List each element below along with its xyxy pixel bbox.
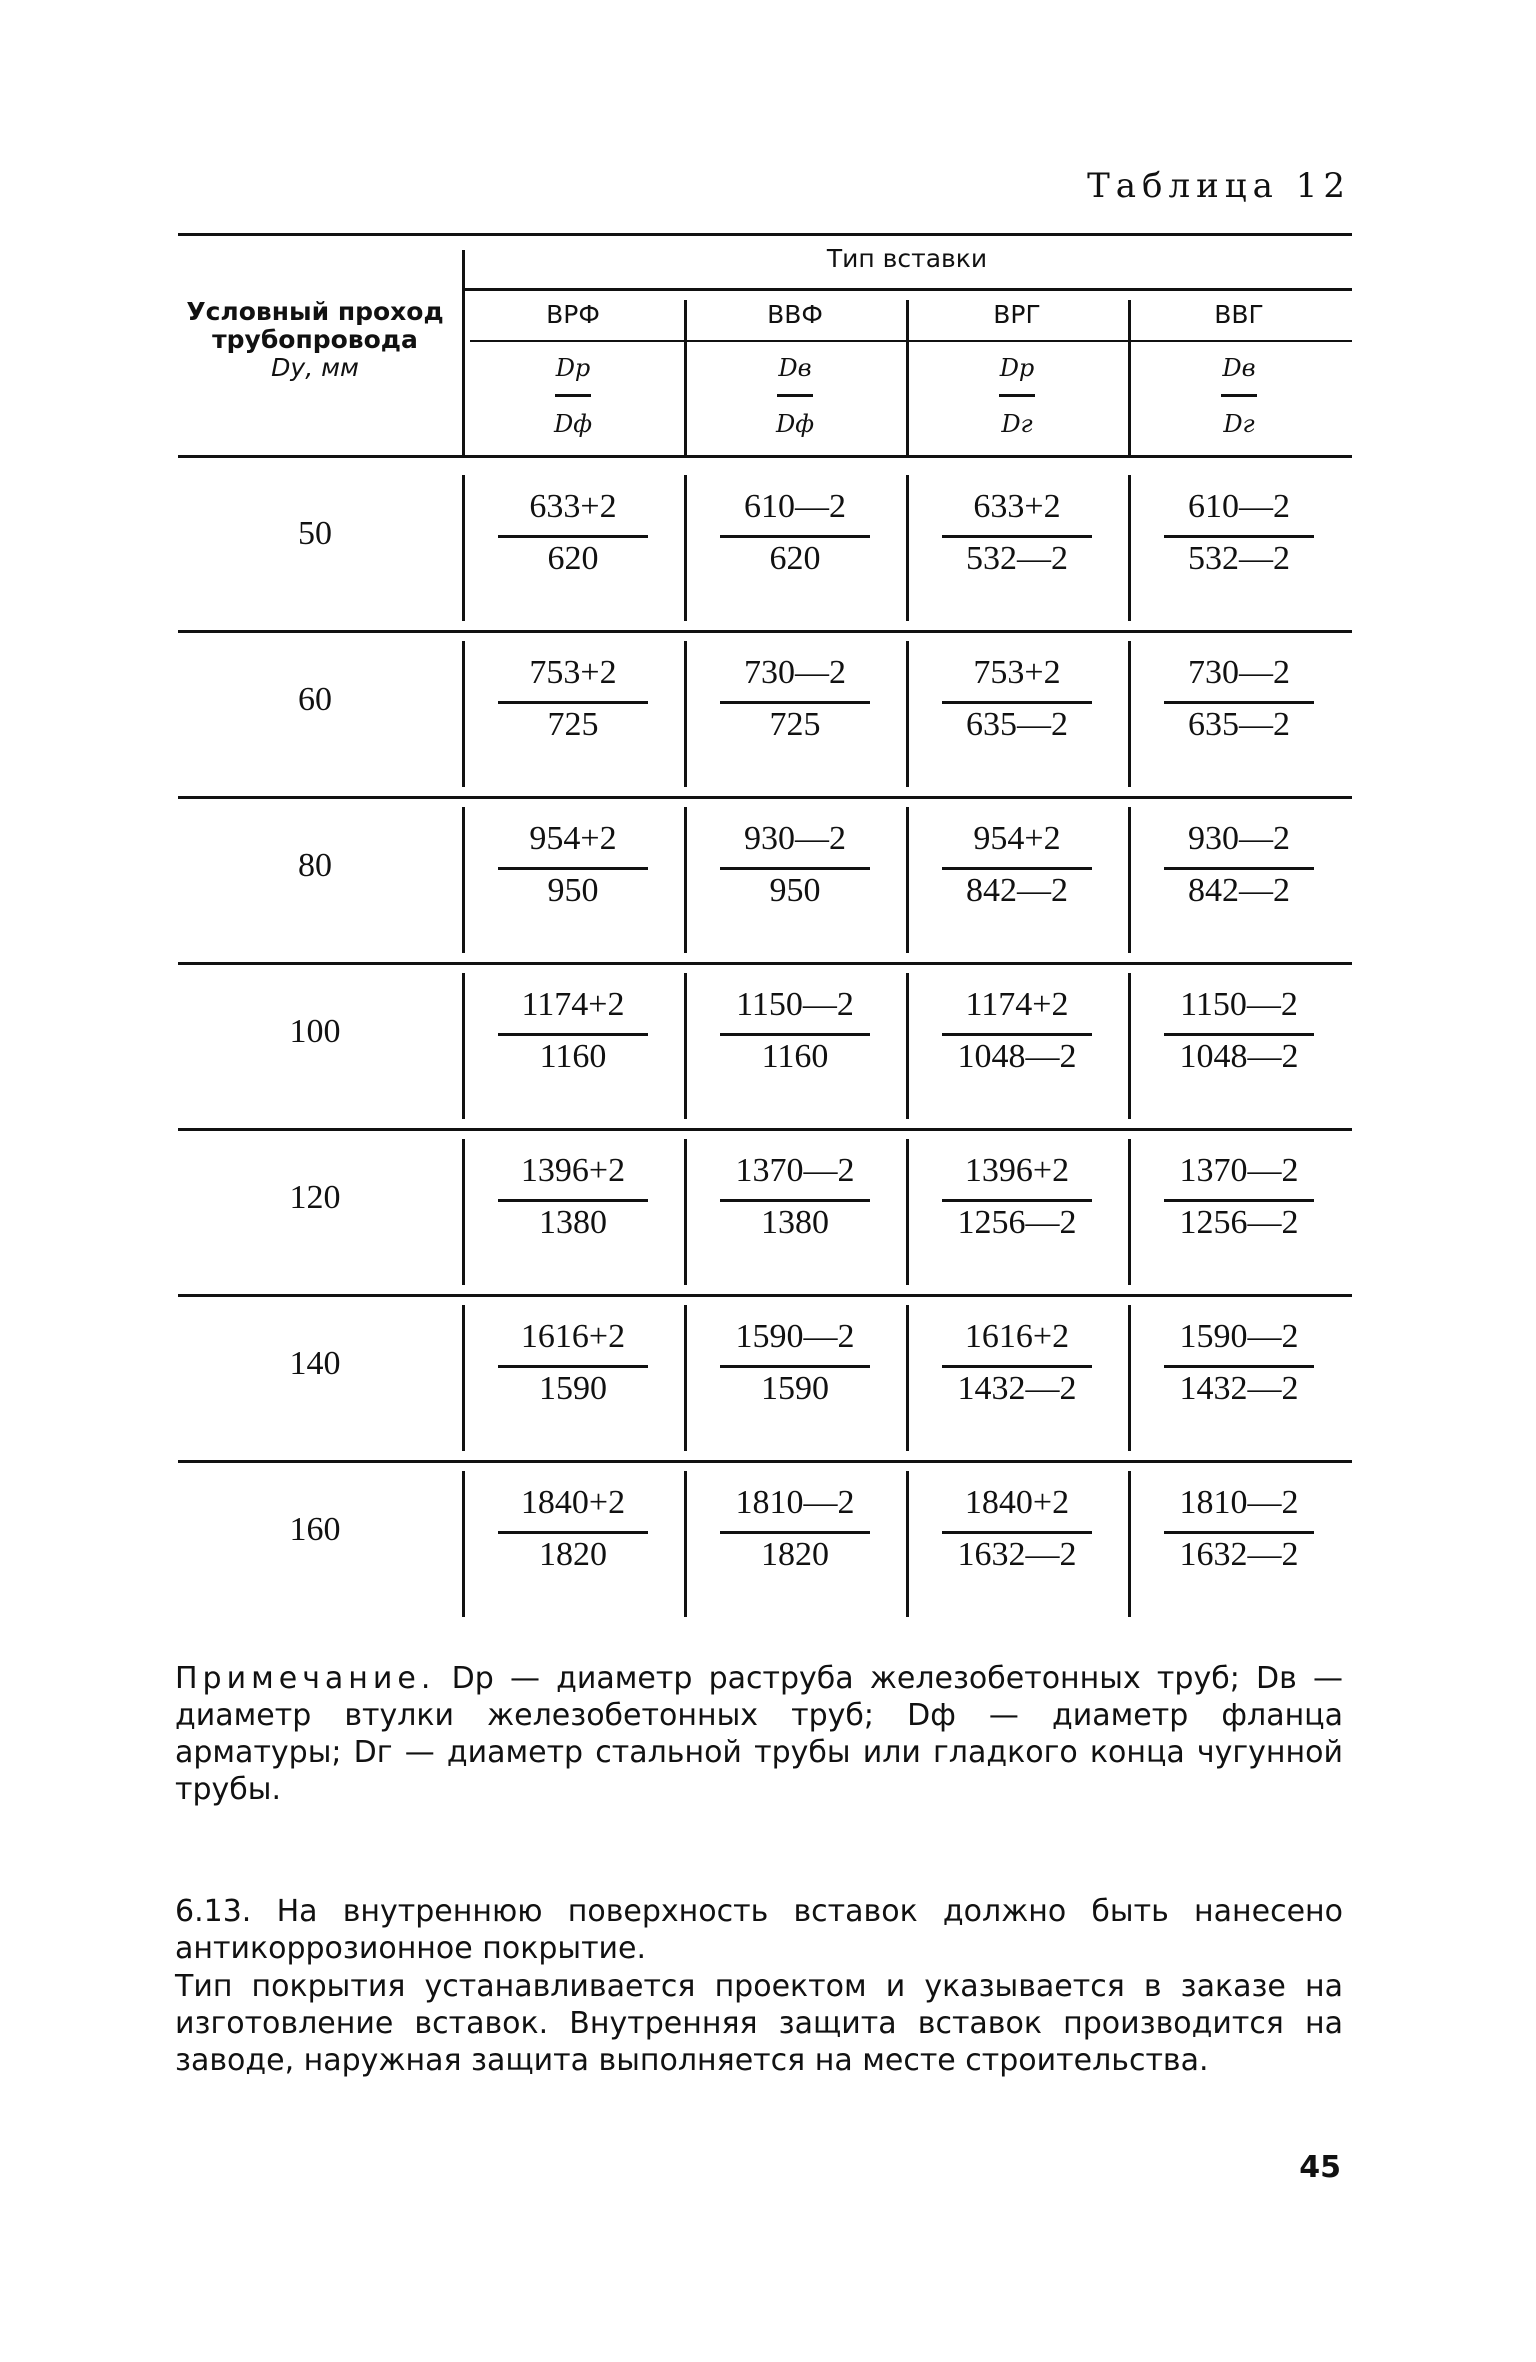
table-cell	[906, 986, 1128, 1096]
column-divider	[684, 1139, 687, 1285]
header-fraction-numerator: Dр	[999, 354, 1035, 382]
cell-numerator: 753+2	[529, 654, 617, 691]
cell-numerator: 1370—2	[1179, 1152, 1299, 1189]
column-divider	[462, 1139, 465, 1285]
cell-denominator: 1380	[761, 1204, 829, 1241]
fraction-bar	[1164, 1531, 1314, 1534]
fraction-bar	[777, 394, 813, 397]
header-fraction-denominator: Dг	[1223, 410, 1255, 438]
table-cell	[1128, 654, 1350, 764]
table-cell	[462, 986, 684, 1096]
table-cell	[684, 1152, 906, 1262]
fraction-bar	[720, 1199, 870, 1202]
fraction-bar	[1164, 535, 1314, 538]
cell-numerator: 1150—2	[1180, 986, 1298, 1023]
column-divider	[684, 973, 687, 1119]
table-cell	[462, 488, 684, 598]
table-cell	[1128, 986, 1350, 1096]
cell-numerator: 730—2	[744, 654, 846, 691]
fraction-bar	[720, 867, 870, 870]
header-left-line3: Dу, мм	[271, 353, 359, 382]
header-column-divider	[1128, 300, 1131, 455]
header-column-divider	[906, 300, 909, 455]
fraction-bar	[498, 1365, 648, 1368]
cell-numerator: 1840+2	[964, 1484, 1070, 1521]
cell-numerator: 1810—2	[1179, 1484, 1299, 1521]
cell-numerator: 1396+2	[964, 1152, 1070, 1189]
note-lead: Примечание.	[175, 1661, 436, 1696]
cell-denominator: 1432—2	[957, 1370, 1077, 1407]
fraction-bar	[942, 1199, 1092, 1202]
cell-denominator: 532—2	[966, 540, 1068, 577]
column-divider	[1128, 1139, 1131, 1285]
cell-numerator: 1174+2	[521, 986, 625, 1023]
fraction-bar	[498, 701, 648, 704]
fraction-bar	[720, 701, 870, 704]
fraction-bar	[498, 1199, 648, 1202]
table-cell	[906, 1152, 1128, 1262]
row-label-120: 120	[289, 1179, 341, 1216]
column-divider	[1128, 641, 1131, 787]
cell-numerator: 610—2	[1188, 488, 1290, 525]
cell-numerator: 1616+2	[964, 1318, 1070, 1355]
column-divider	[1128, 973, 1131, 1119]
table-cell	[684, 820, 906, 930]
cell-numerator: 1590—2	[1179, 1318, 1299, 1355]
cell-denominator: 1432—2	[1179, 1370, 1299, 1407]
table-cell	[1128, 1484, 1350, 1594]
fraction-bar	[942, 1033, 1092, 1036]
fraction-bar	[1164, 1033, 1314, 1036]
cell-numerator: 753+2	[973, 654, 1061, 691]
cell-numerator: 1150—2	[736, 986, 854, 1023]
paragraph-6-13: 6.13. На внутреннюю поверхность вставок должно быть нанесено антикоррозионное покрытие.	[175, 1894, 1343, 1966]
cell-denominator: 1590	[539, 1370, 607, 1407]
cell-denominator: 635—2	[966, 706, 1068, 743]
fraction-bar	[1164, 701, 1314, 704]
header-left-line1: Условный проход	[186, 297, 444, 326]
cell-numerator: 1616+2	[520, 1318, 626, 1355]
column-divider	[684, 807, 687, 953]
table-cell	[462, 654, 684, 764]
column-divider	[462, 973, 465, 1119]
table-cell	[684, 1484, 906, 1594]
fraction-bar	[942, 867, 1092, 870]
table-cell	[906, 820, 1128, 930]
header-fraction-denominator: Dф	[775, 410, 815, 438]
header-code-2: ВВФ	[767, 300, 823, 329]
fraction-bar	[720, 1033, 870, 1036]
header-fraction-3	[906, 344, 1128, 454]
row-separator	[178, 630, 1352, 633]
fraction-bar	[942, 701, 1092, 704]
cell-numerator: 730—2	[1188, 654, 1290, 691]
page-number: 45	[1299, 2150, 1341, 2185]
cell-denominator: 1048—2	[957, 1038, 1077, 1075]
fraction-bar	[498, 867, 648, 870]
table-note	[175, 1660, 1343, 1808]
header-fraction-denominator: Dф	[553, 410, 593, 438]
cell-numerator: 1810—2	[735, 1484, 855, 1521]
fraction-bar	[1164, 867, 1314, 870]
cell-denominator: 620	[547, 540, 599, 577]
header-fraction-4	[1128, 344, 1350, 454]
table-cell	[1128, 488, 1350, 598]
header-fraction-1	[462, 344, 684, 454]
cell-denominator: 842—2	[1188, 872, 1290, 909]
table-cell	[462, 1152, 684, 1262]
header-code-3: ВРГ	[993, 300, 1041, 329]
cell-denominator: 1590	[761, 1370, 829, 1407]
column-divider	[906, 1305, 909, 1451]
fraction-bar	[1221, 394, 1257, 397]
cell-denominator: 1256—2	[957, 1204, 1077, 1241]
cell-denominator: 1820	[539, 1536, 607, 1573]
cell-denominator: 1820	[761, 1536, 829, 1573]
row-separator	[178, 1460, 1352, 1463]
row-label-80: 80	[298, 847, 332, 884]
column-divider	[906, 1139, 909, 1285]
column-divider	[1128, 475, 1131, 621]
row-label-160: 160	[289, 1511, 341, 1548]
cell-numerator: 633+2	[973, 488, 1061, 525]
fraction-bar	[720, 1365, 870, 1368]
cell-denominator: 725	[769, 706, 821, 743]
cell-denominator: 1048—2	[1179, 1038, 1299, 1075]
header-bottom-rule	[178, 455, 1352, 458]
fraction-bar	[498, 1033, 648, 1036]
fraction-bar	[999, 394, 1035, 397]
fraction-bar	[942, 535, 1092, 538]
row-separator	[178, 796, 1352, 799]
cell-numerator: 954+2	[973, 820, 1061, 857]
table-cell	[906, 1484, 1128, 1594]
column-divider	[906, 1471, 909, 1617]
cell-denominator: 1632—2	[957, 1536, 1077, 1573]
row-separator	[178, 1128, 1352, 1131]
fraction-bar	[942, 1365, 1092, 1368]
fraction-bar	[498, 1531, 648, 1534]
fraction-bar	[1164, 1365, 1314, 1368]
header-code-4: ВВГ	[1214, 300, 1264, 329]
cell-denominator: 635—2	[1188, 706, 1290, 743]
column-divider	[462, 641, 465, 787]
fraction-bar	[720, 535, 870, 538]
table-cell	[462, 820, 684, 930]
cell-numerator: 1396+2	[520, 1152, 626, 1189]
table-cell	[906, 654, 1128, 764]
column-divider	[684, 475, 687, 621]
row-label-100: 100	[289, 1013, 341, 1050]
table-cell	[684, 488, 906, 598]
note-text: Dр — диаметр раструба железобетонных труб; Dв — диаметр втулки железобетонных труб; Dф — диаметр фланца арматуры; Dг — диаметр стальной трубы или гладкого конца чугунной трубы.	[175, 1661, 1343, 1807]
cell-numerator: 1174+2	[965, 986, 1069, 1023]
row-separator	[178, 962, 1352, 965]
column-divider	[906, 641, 909, 787]
header-column-divider	[462, 250, 465, 455]
table-cell	[462, 1318, 684, 1428]
cell-denominator: 950	[769, 872, 821, 909]
cell-numerator: 930—2	[744, 820, 846, 857]
column-divider	[462, 807, 465, 953]
cell-denominator: 1160	[539, 1038, 607, 1075]
row-separator	[178, 1294, 1352, 1297]
table-cell	[906, 488, 1128, 598]
header-column-divider	[684, 300, 687, 455]
table-cell	[906, 1318, 1128, 1428]
cell-denominator: 725	[547, 706, 599, 743]
cell-denominator: 1632—2	[1179, 1536, 1299, 1573]
column-divider	[906, 973, 909, 1119]
cell-denominator: 1256—2	[1179, 1204, 1299, 1241]
cell-denominator: 620	[769, 540, 821, 577]
row-label-60: 60	[298, 681, 332, 718]
column-divider	[684, 1305, 687, 1451]
header-fraction-numerator: Dв	[1222, 354, 1256, 382]
cell-denominator: 1380	[539, 1204, 607, 1241]
row-label-140: 140	[289, 1345, 341, 1382]
table-cell	[1128, 1152, 1350, 1262]
column-divider	[1128, 1305, 1131, 1451]
column-divider	[462, 475, 465, 621]
header-fraction-denominator: Dг	[1001, 410, 1033, 438]
cell-numerator: 930—2	[1188, 820, 1290, 857]
table-top-rule	[178, 233, 1352, 236]
column-divider	[462, 1305, 465, 1451]
column-divider	[684, 1471, 687, 1617]
fraction-bar	[942, 1531, 1092, 1534]
table-cell	[1128, 820, 1350, 930]
column-divider	[462, 1471, 465, 1617]
column-divider	[684, 641, 687, 787]
cell-denominator: 950	[547, 872, 599, 909]
fraction-bar	[498, 535, 648, 538]
cell-denominator: 842—2	[966, 872, 1068, 909]
header-fraction-numerator: Dр	[555, 354, 591, 382]
header-insert-type: Тип вставки	[826, 244, 988, 273]
cell-numerator: 954+2	[529, 820, 617, 857]
header-fraction-numerator: Dв	[778, 354, 812, 382]
fraction-bar	[1164, 1199, 1314, 1202]
cell-numerator: 1370—2	[735, 1152, 855, 1189]
table-cell	[462, 1484, 684, 1594]
column-divider	[906, 475, 909, 621]
cell-denominator: 1160	[761, 1038, 829, 1075]
row-label-50: 50	[298, 515, 332, 552]
column-divider	[1128, 1471, 1131, 1617]
cell-numerator: 1840+2	[520, 1484, 626, 1521]
table-cell	[1128, 1318, 1350, 1428]
paragraph-coating-type: Тип покрытия устанавливается проектом и указывается в заказе на изготовление вставок. Внутренняя защита вставок производится на заводе, наружная защита выполняется на месте строительства.	[175, 1969, 1343, 2078]
cell-numerator: 1590—2	[735, 1318, 855, 1355]
cell-numerator: 633+2	[529, 488, 617, 525]
table-cell	[684, 654, 906, 764]
header-left-line2: трубопровода	[212, 325, 418, 354]
table-title: Таблица 12	[1087, 166, 1351, 206]
header-fraction-2	[684, 344, 906, 454]
table-cell	[684, 986, 906, 1096]
fraction-bar	[555, 394, 591, 397]
cell-denominator: 532—2	[1188, 540, 1290, 577]
cell-numerator: 610—2	[744, 488, 846, 525]
column-divider	[906, 807, 909, 953]
type-header-rule	[462, 288, 1352, 291]
header-code-1: ВРФ	[546, 300, 600, 329]
column-divider	[1128, 807, 1131, 953]
code-header-rule	[470, 340, 1352, 342]
table-cell	[684, 1318, 906, 1428]
header-nominal-bore	[170, 298, 460, 382]
fraction-bar	[720, 1531, 870, 1534]
